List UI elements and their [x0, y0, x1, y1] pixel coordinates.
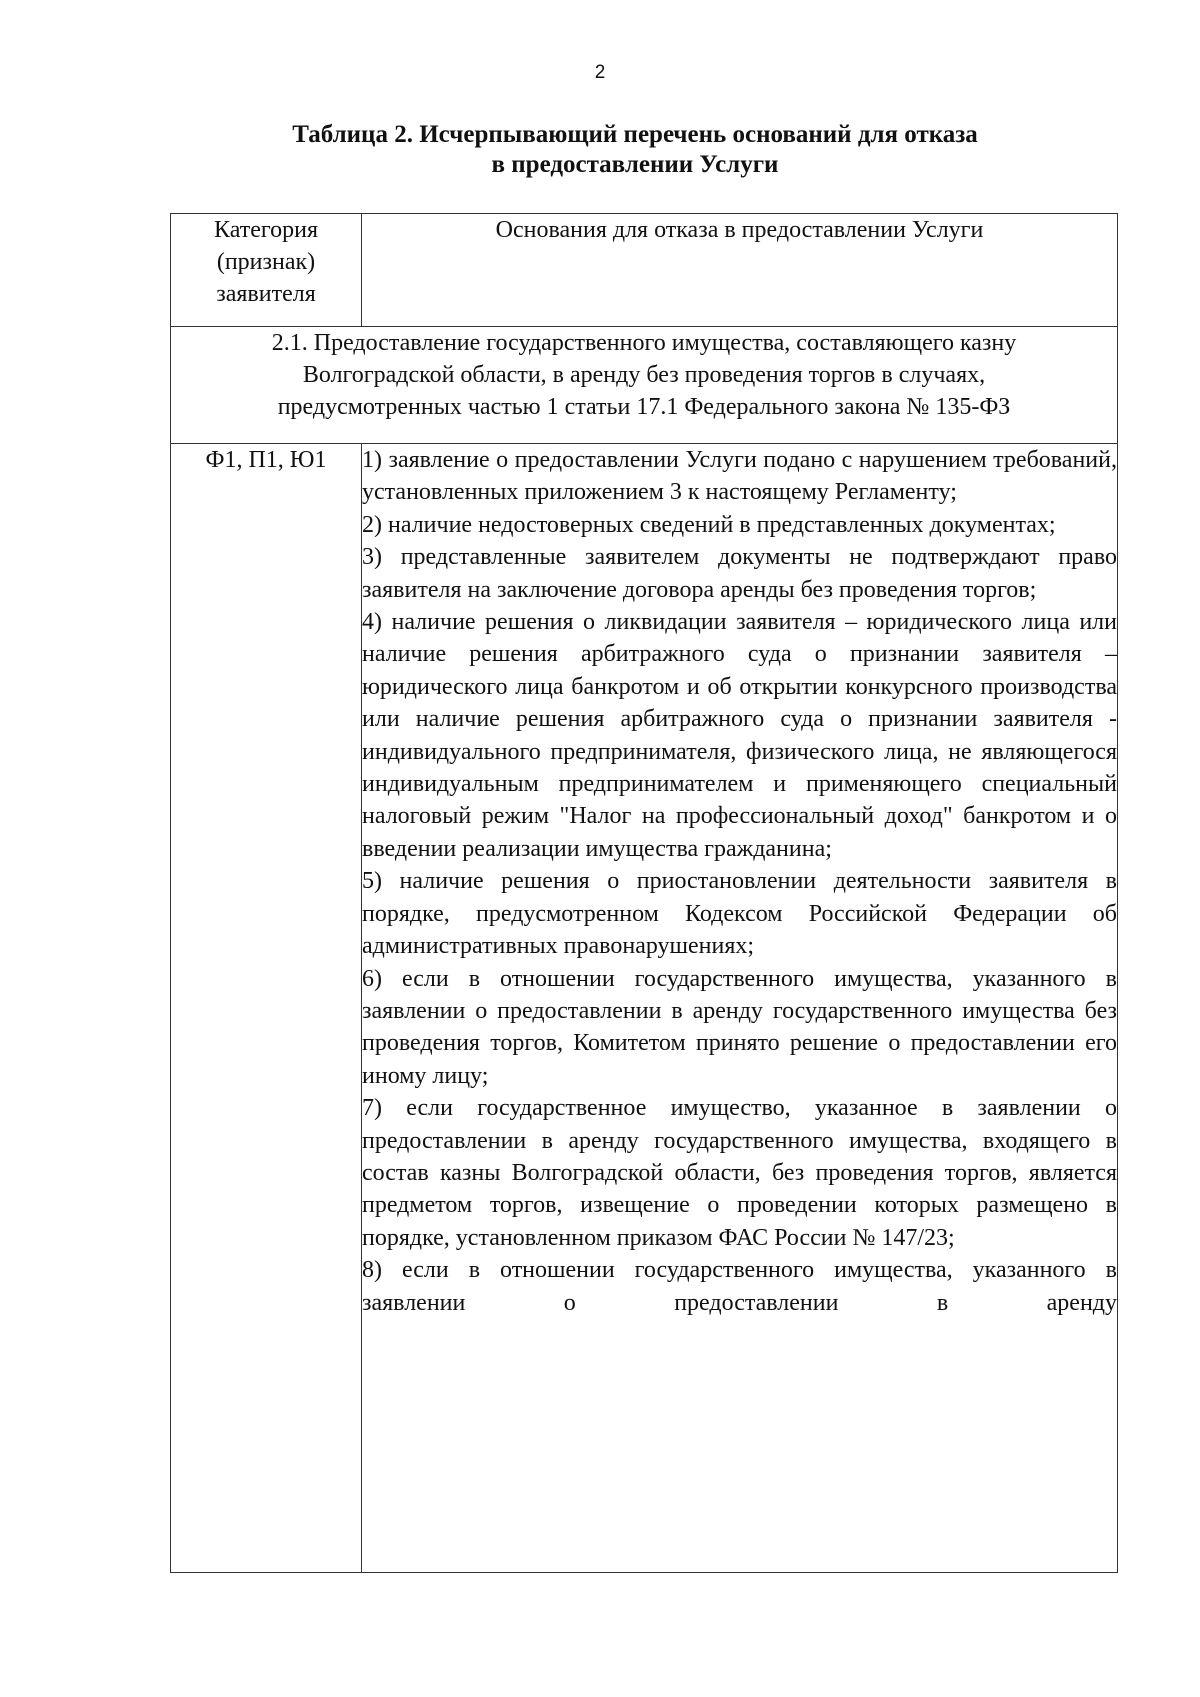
table-header-row [171, 214, 1118, 327]
page-number: 2 [594, 62, 606, 83]
reason-item-4: 4) наличие решения о ликвидации заявителя – юридического лица или наличие решения арбитражного суда о признании заявителя – юридического лица банкротом и об открытии конкурсного производства или наличие решения арбитражного суда о признании заявителя - индивидуального предпринимателя, физического лица, не являющегося индивидуальным предпринимателем и применяющего специальный налоговый режим "Налог на профессиональный доход" банкротом и о введении реализации имущества гражданина; [362, 609, 1117, 862]
reason-item-3: 3) представленные заявителем документы не подтверждают право заявителя на заключение договора аренды без проведения торгов; [362, 544, 1117, 603]
table-row [171, 444, 1118, 1573]
table-title [170, 120, 1100, 180]
refusal-reasons-cell [362, 444, 1118, 1573]
section-heading-line-2: Волгоградской области, в аренду без проведения торгов в случаях, [302, 362, 986, 388]
reason-item-7: 7) если государственное имущество, указанное в заявлении о предоставлении в аренду государственного имущества, входящего в состав казны Волгоградской области, без проведения торгов, является предметом торгов, извещение о проведении которых размещено в порядке, установленном приказом ФАС России № 147/23; [362, 1095, 1117, 1251]
section-heading-line-3: предусмотренных частью 1 статьи 17.1 Федерального закона № 135-ФЗ [277, 394, 1011, 420]
table-title-line-1: Таблица 2. Исчерпывающий перечень оснований для отказа [292, 121, 978, 148]
reason-item-5: 5) наличие решения о приостановлении деятельности заявителя в порядке, предусмотренном Кодексом Российской Федерации об административных правонарушениях; [362, 868, 1117, 960]
table-title-line-2: в предоставлении Услуги [491, 151, 779, 178]
reason-item-8: 8) если в отношении государственного имущества, указанного в заявлении о предоставлении в аренду [362, 1257, 1117, 1316]
section-heading-line-1: 2.1. Предоставление государственного имущества, составляющего казну [271, 330, 1017, 356]
header-refusal-grounds: Основания для отказа в предоставлении Услуги [362, 214, 1118, 327]
reason-item-1: 1) заявление о предоставлении Услуги подано с нарушением требований, установленных приложением 3 к настоящему Регламенту; [362, 447, 1117, 506]
section-heading [171, 327, 1118, 444]
reason-item-2: 2) наличие недостоверных сведений в представленных документах; [362, 511, 1056, 538]
header-applicant-category: Категория (признак) заявителя [171, 214, 362, 327]
section-row [171, 327, 1118, 444]
reason-item-6: 6) если в отношении государственного имущества, указанного в заявлении о предоставлении в аренду государственного имущества без проведения торгов, Комитетом принято решение о предоставлении его иному лицу; [362, 965, 1117, 1089]
applicant-category-cell: Ф1, П1, Ю1 [171, 444, 362, 1573]
refusal-grounds-table [170, 213, 1118, 1573]
